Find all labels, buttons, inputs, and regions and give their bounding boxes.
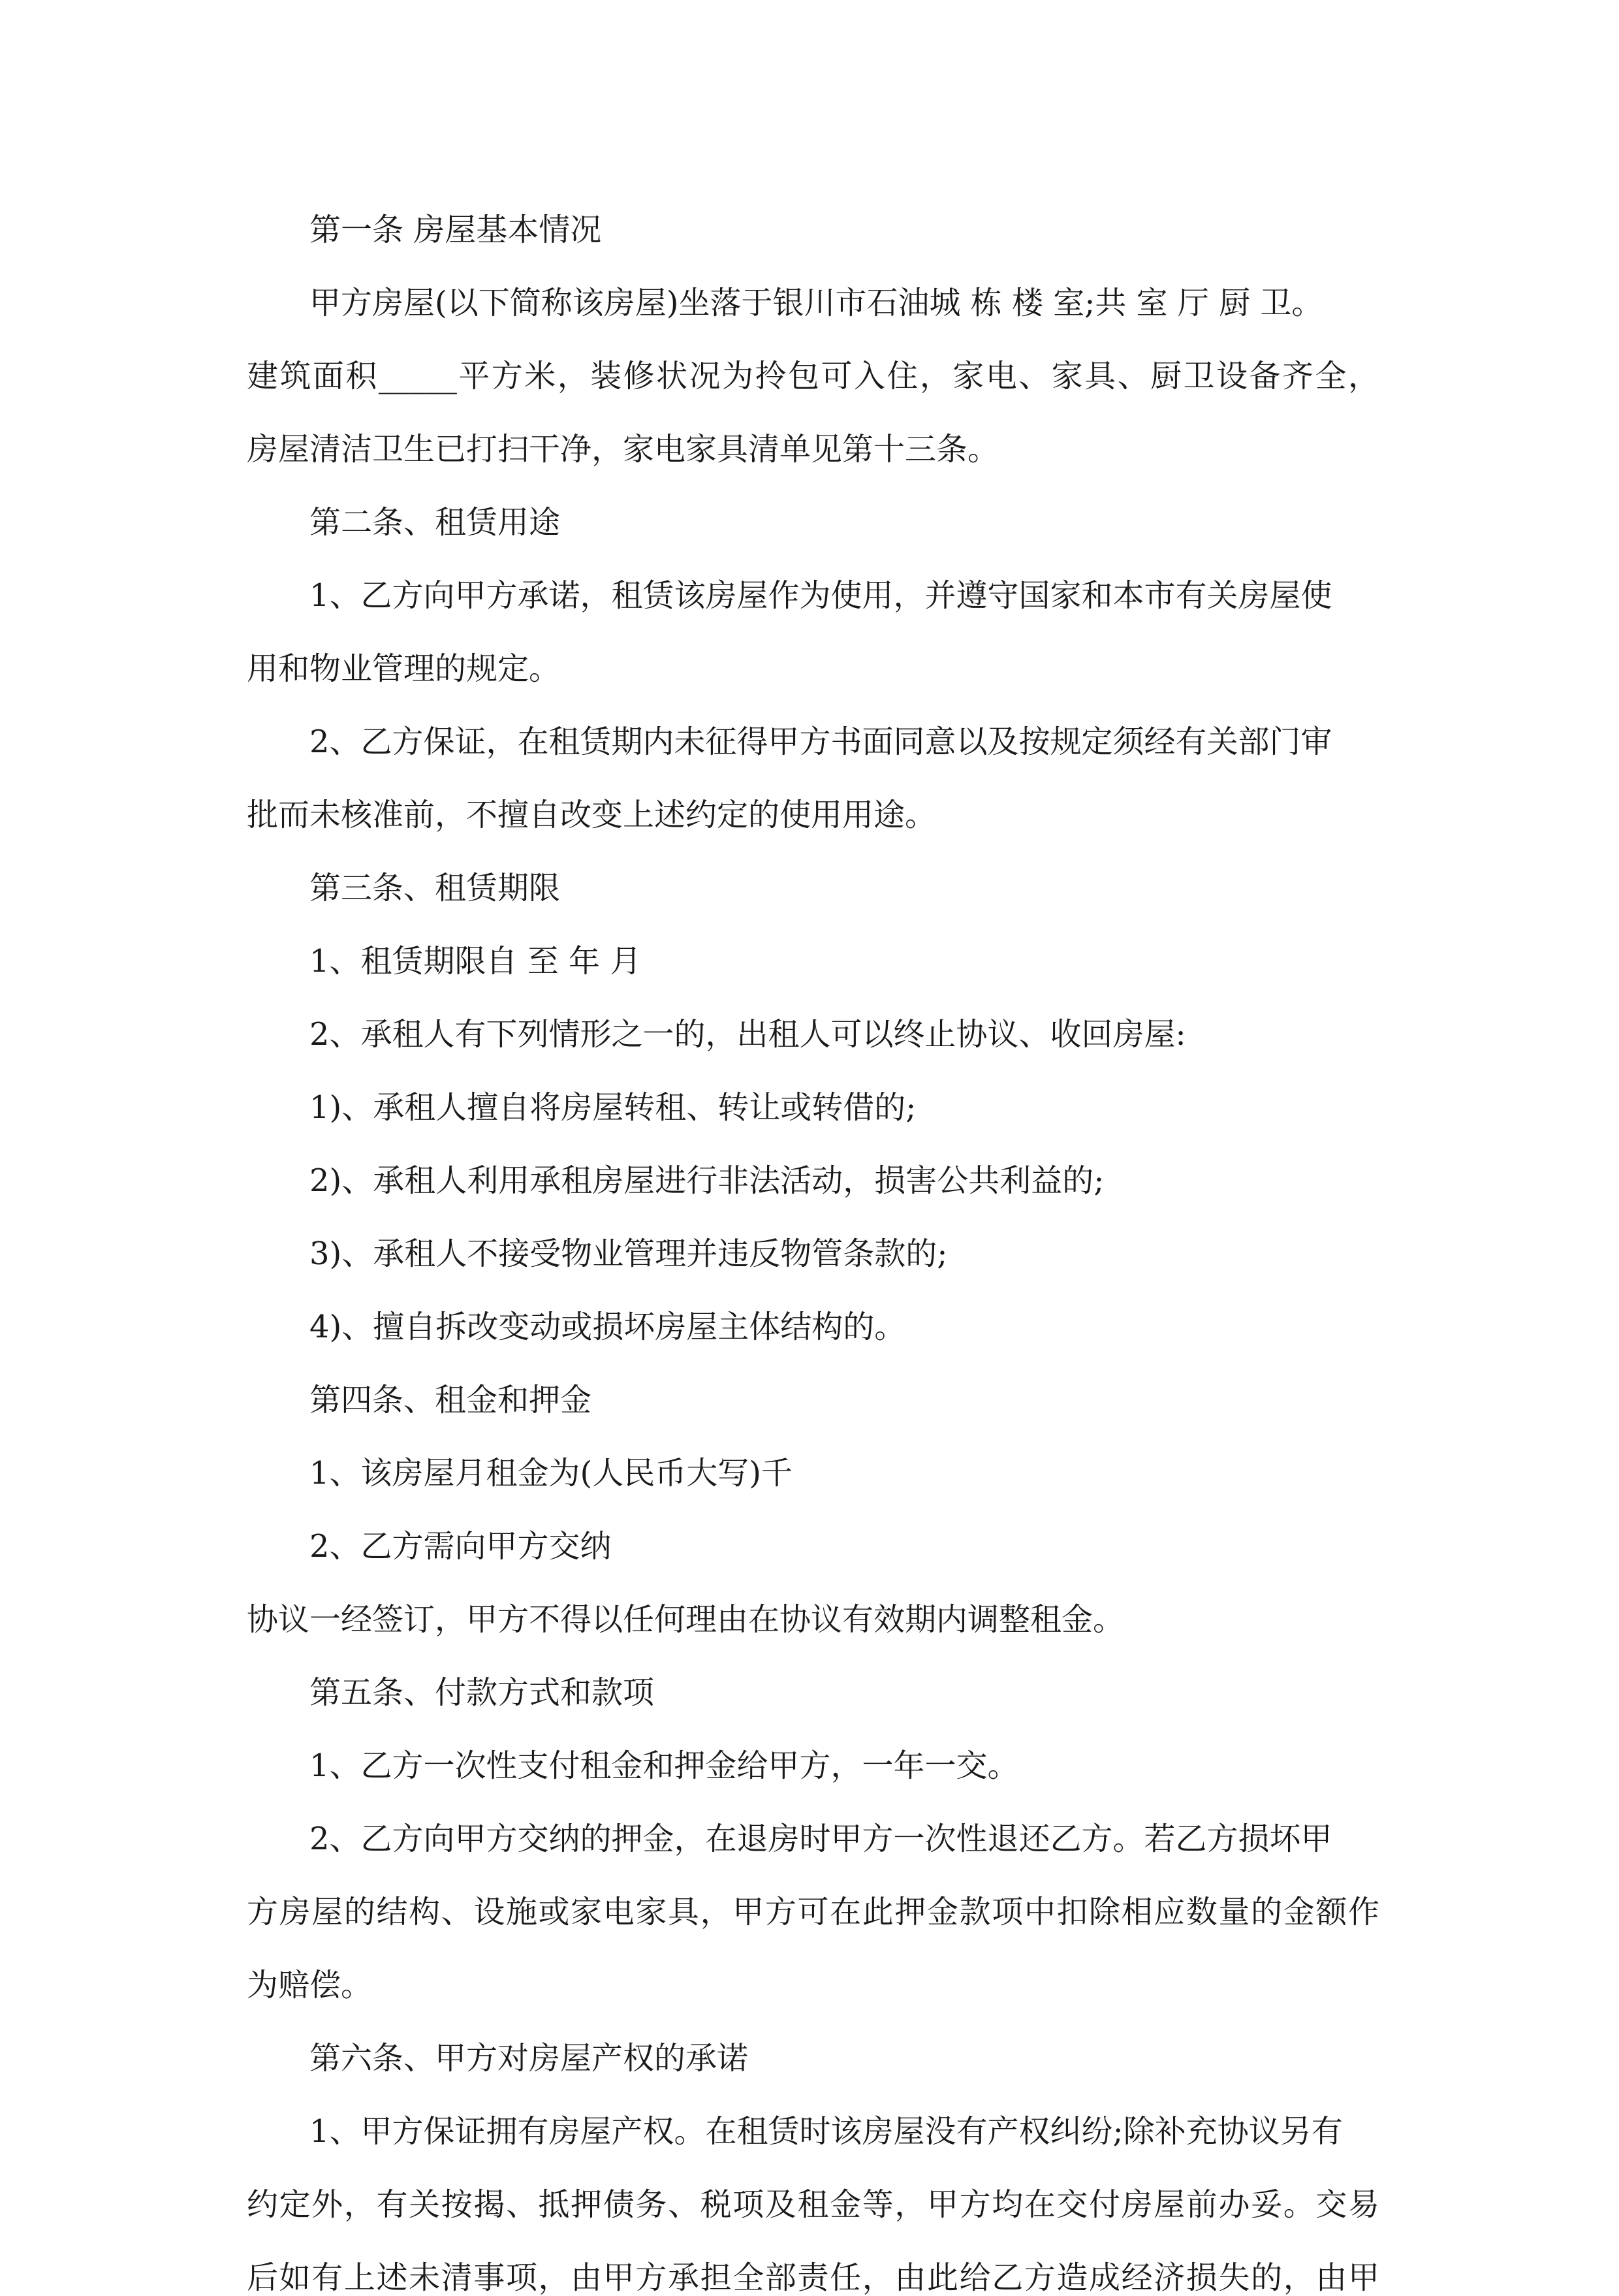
paragraph-line: 方房屋的结构、设施或家电家具，甲方可在此押金款项中扣除相应数量的金额作	[247, 1894, 1379, 1930]
paragraph-line: 1、租赁期限自 至 年 月	[309, 943, 642, 980]
paragraph-line: 用和物业管理的规定。	[247, 650, 561, 687]
paragraph-line: 2、乙方保证，在租赁期内未征得甲方书面同意以及按规定须经有关部门审	[309, 724, 1332, 760]
paragraph-line: 2、乙方需向甲方交纳	[309, 1528, 612, 1565]
paragraph-line: 后如有上述未清事项，由甲方承担全部责任，由此给乙方造成经济损失的，由甲	[247, 2259, 1379, 2296]
paragraph-line: 甲方房屋(以下简称该房屋)坐落于银川市石油城 栋 楼 室;共 室 厅 厨 卫。	[309, 285, 1323, 321]
list-item: 1)、承租人擅自将房屋转租、转让或转借的;	[309, 1089, 917, 1126]
section-heading-4: 第四条、租金和押金	[309, 1382, 592, 1418]
paragraph-line: 为赔偿。	[247, 1967, 373, 2003]
paragraph-line: 批而未核准前，不擅自改变上述约定的使用用途。	[247, 797, 937, 833]
section-heading-2: 第二条、租赁用途	[309, 504, 561, 541]
list-item: 4)、擅自拆改变动或损坏房屋主体结构的。	[309, 1309, 906, 1345]
paragraph-line: 建筑面积_____平方米，装修状况为拎包可入住，家电、家具、厨卫设备齐全，	[247, 358, 1379, 394]
paragraph-line: 协议一经签订，甲方不得以任何理由在协议有效期内调整租金。	[247, 1601, 1125, 1638]
list-item: 2)、承租人利用承租房屋进行非法活动，损害公共利益的;	[309, 1162, 1105, 1199]
paragraph-line: 2、承租人有下列情形之一的，出租人可以终止协议、收回房屋:	[309, 1016, 1186, 1053]
list-item: 3)、承租人不接受物业管理并违反物管条款的;	[309, 1236, 948, 1272]
paragraph-line: 1、乙方一次性支付租金和押金给甲方，一年一交。	[309, 1747, 1019, 1784]
section-heading-5: 第五条、付款方式和款项	[309, 1674, 655, 1711]
paragraph-line: 1、甲方保证拥有房屋产权。在租赁时该房屋没有产权纠纷;除补充协议另有	[309, 2113, 1343, 2150]
paragraph-line: 约定外，有关按揭、抵押债务、税项及租金等，甲方均在交付房屋前办妥。交易	[247, 2186, 1379, 2223]
section-heading-3: 第三条、租赁期限	[309, 870, 561, 906]
paragraph-line: 2、乙方向甲方交纳的押金，在退房时甲方一次性退还乙方。若乙方损坏甲	[309, 1821, 1332, 1857]
section-heading-6: 第六条、甲方对房屋产权的承诺	[309, 2040, 749, 2077]
paragraph-line: 房屋清洁卫生已打扫干净，家电家具清单见第十三条。	[247, 431, 999, 468]
section-heading-1: 第一条 房屋基本情况	[309, 212, 602, 248]
paragraph-line: 1、该房屋月租金为(人民币大写)千	[309, 1455, 793, 1491]
paragraph-line: 1、乙方向甲方承诺，租赁该房屋作为使用，并遵守国家和本市有关房屋使	[309, 577, 1332, 614]
